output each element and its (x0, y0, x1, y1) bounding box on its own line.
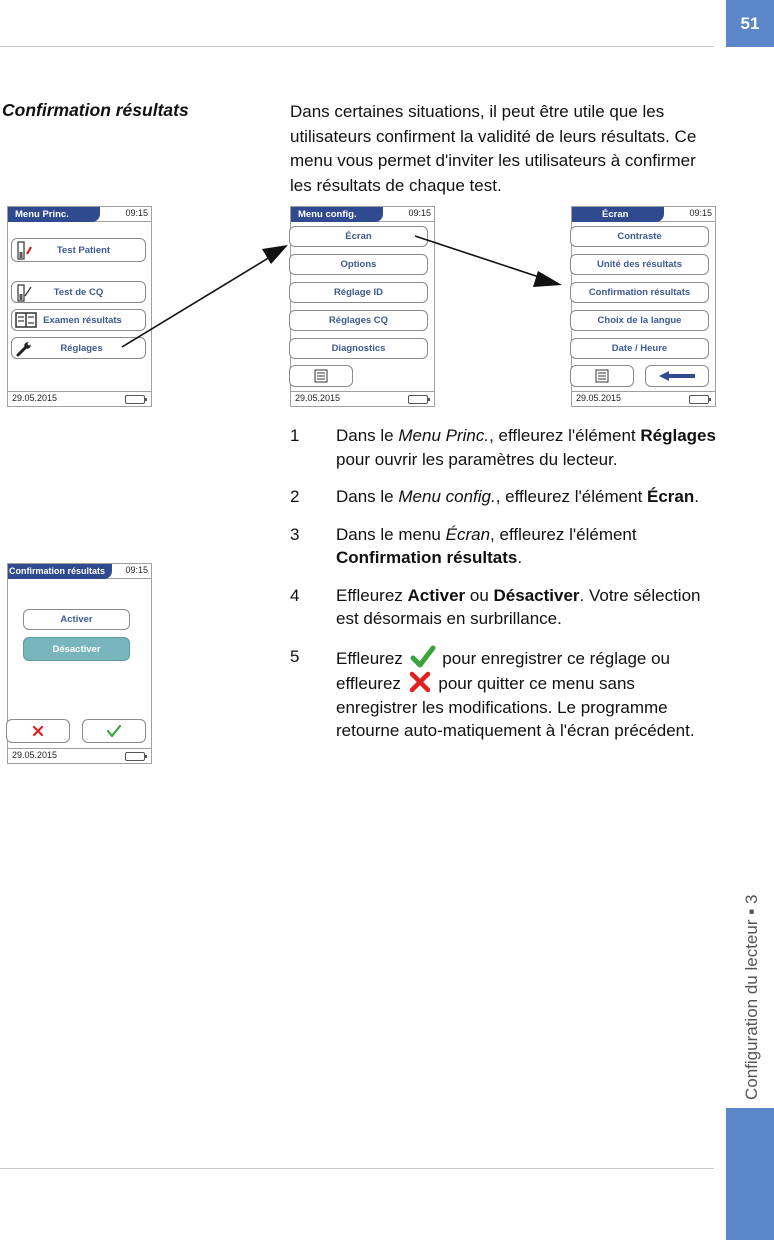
step-text-part: . (517, 548, 523, 567)
wrench-icon (15, 340, 33, 358)
screen-date: 29.05.2015 (295, 393, 341, 403)
result-confirmation-label: Confirmation résultats (588, 287, 691, 298)
screen-time: 09:15 (125, 208, 148, 218)
check-icon (410, 645, 436, 669)
screen-footer (291, 391, 434, 406)
cross-icon (408, 670, 432, 694)
cross-icon (32, 725, 44, 737)
step-text-part: , effleurez l'élément (490, 524, 637, 544)
back-arrow-icon (657, 370, 697, 382)
screen-config-menu (290, 206, 435, 407)
result-confirmation-button[interactable] (570, 282, 709, 303)
diagnostics-button[interactable] (289, 338, 428, 359)
step-text-part: Dans le (336, 426, 399, 445)
step-menu-name: Menu Princ. (398, 426, 490, 445)
settings-label: Réglages (60, 342, 103, 354)
date-time-label: Date / Heure (611, 343, 668, 354)
list-icon (314, 369, 328, 383)
screen-time: 09:15 (689, 208, 712, 218)
screen-time: 09:15 (408, 208, 431, 218)
step-option-name: Désactiver (493, 585, 580, 605)
step-text (336, 645, 720, 743)
step-number: 1 (290, 426, 300, 445)
step-text (336, 424, 720, 471)
step-text-part: , effleurez l'élément (495, 487, 648, 506)
step-text-part: pour ouvrir les paramètres du lecteur. (336, 449, 618, 469)
options-label: Options (340, 259, 377, 270)
screen-header (572, 207, 715, 222)
screen-result-confirmation (7, 563, 152, 764)
date-time-button[interactable] (570, 338, 709, 359)
page-number: 51 (726, 0, 774, 47)
result-units-label: Unité des résultats (597, 259, 682, 270)
contrast-button[interactable] (570, 226, 709, 247)
test-strip-icon (15, 241, 33, 261)
id-setting-button[interactable] (289, 282, 428, 303)
diagnostics-label: Diagnostics (331, 343, 386, 354)
screen-footer (8, 748, 151, 763)
screen-title: Écran (572, 207, 664, 222)
activate-option[interactable] (23, 609, 130, 630)
screen-display-menu (571, 206, 716, 407)
screen-footer (572, 391, 715, 406)
qc-settings-button[interactable] (289, 310, 428, 331)
step-list (290, 424, 720, 757)
step-3 (290, 523, 720, 570)
id-setting-label: Réglage ID (333, 287, 384, 298)
ecran-button[interactable] (289, 226, 428, 247)
step-text (336, 523, 720, 570)
language-label: Choix de la langue (597, 315, 682, 326)
step-menu-name: Écran (445, 524, 491, 544)
screen-title: Menu Princ. (8, 207, 100, 222)
contrast-label: Contraste (617, 231, 662, 242)
step-text-part: Effleurez (336, 648, 403, 668)
step-number: 2 (290, 487, 300, 506)
menu-list-button[interactable] (570, 365, 634, 387)
step-item-name: Écran (647, 487, 695, 506)
step-menu-name: Menu config. (398, 487, 496, 506)
step-text-part: . Votre sélection est désormais en surbrillance. (336, 585, 701, 628)
list-icon (595, 369, 609, 383)
step-number: 4 (290, 585, 300, 605)
language-button[interactable] (570, 310, 709, 331)
step-option-name: Activer (407, 585, 466, 605)
step-2 (290, 485, 720, 509)
back-button[interactable] (645, 365, 709, 387)
step-1 (290, 424, 720, 471)
screen-footer (8, 391, 151, 406)
step-text-part: pour quitter ce menu sans enregistrer les modifications. Le programme retourne auto-matiquement à l'écran précédent. (336, 674, 695, 740)
check-icon (106, 724, 122, 738)
step-5 (290, 645, 720, 743)
screen-title: Confirmation résultats (8, 564, 112, 579)
battery-icon (125, 752, 145, 761)
confirm-button[interactable] (82, 719, 146, 743)
step-item-name: Confirmation résultats (336, 548, 518, 567)
screen-header (291, 207, 434, 222)
deactivate-option[interactable] (23, 637, 130, 661)
screen-header (8, 207, 151, 222)
options-button[interactable] (289, 254, 428, 275)
step-text-part: . (694, 487, 699, 506)
screen-title: Menu config. (291, 207, 383, 222)
screen-date: 29.05.2015 (12, 750, 58, 760)
step-text-part: , effleurez l'élément (489, 426, 641, 445)
test-cq-button[interactable] (11, 281, 146, 303)
ecran-label: Écran (345, 231, 372, 242)
bottom-divider (0, 1168, 714, 1169)
battery-icon (408, 395, 428, 404)
intro-paragraph: Dans certaines situations, il peut être utile que les utilisateurs confirment la validité de leurs résultats. Ce menu vous permet d'inviter les utilisateurs à confirmer les résultats de chaque test. (290, 102, 697, 195)
step-text (336, 584, 720, 631)
step-item-name: Réglages (640, 426, 716, 445)
chapter-label: Configuration du lecteur ▪ 3 (742, 894, 761, 1100)
screen-date: 29.05.2015 (12, 393, 58, 403)
deactivate-label: Désactiver (52, 643, 101, 655)
cancel-button[interactable] (6, 719, 70, 743)
step-4 (290, 584, 720, 631)
battery-icon (689, 395, 709, 404)
control-strip-icon (15, 284, 33, 302)
result-units-button[interactable] (570, 254, 709, 275)
arrow-head-1 (262, 245, 288, 264)
screen-time: 09:15 (125, 565, 148, 575)
results-review-button[interactable] (11, 309, 146, 331)
results-list-icon (15, 312, 37, 328)
step-number: 5 (290, 646, 300, 666)
top-divider (0, 46, 714, 47)
arrow-head-2 (533, 271, 562, 287)
test-patient-button[interactable] (11, 238, 146, 262)
screen-main-menu (7, 206, 152, 407)
test-patient-label: Test Patient (56, 244, 111, 256)
step-number: 3 (290, 524, 300, 544)
step-text (336, 485, 720, 509)
activate-label: Activer (60, 614, 93, 625)
step-text-part: Dans le (336, 487, 399, 506)
battery-icon (125, 395, 145, 404)
section-heading: Confirmation résultats (2, 100, 189, 120)
step-text-part: Dans le menu (336, 524, 446, 544)
menu-list-button[interactable] (289, 365, 353, 387)
step-text-part: Effleurez (336, 585, 408, 605)
step-text-part: ou (465, 585, 494, 605)
screen-header (8, 564, 151, 579)
results-review-label: Examen résultats (43, 314, 122, 326)
test-cq-label: Test de CQ (53, 286, 104, 298)
settings-button[interactable] (11, 337, 146, 359)
screen-date: 29.05.2015 (576, 393, 622, 403)
step-text-part: pour enregistrer ce réglage ou effleurez (336, 648, 670, 693)
qc-settings-label: Réglages CQ (328, 315, 389, 326)
chapter-side-tab (726, 1108, 774, 1240)
